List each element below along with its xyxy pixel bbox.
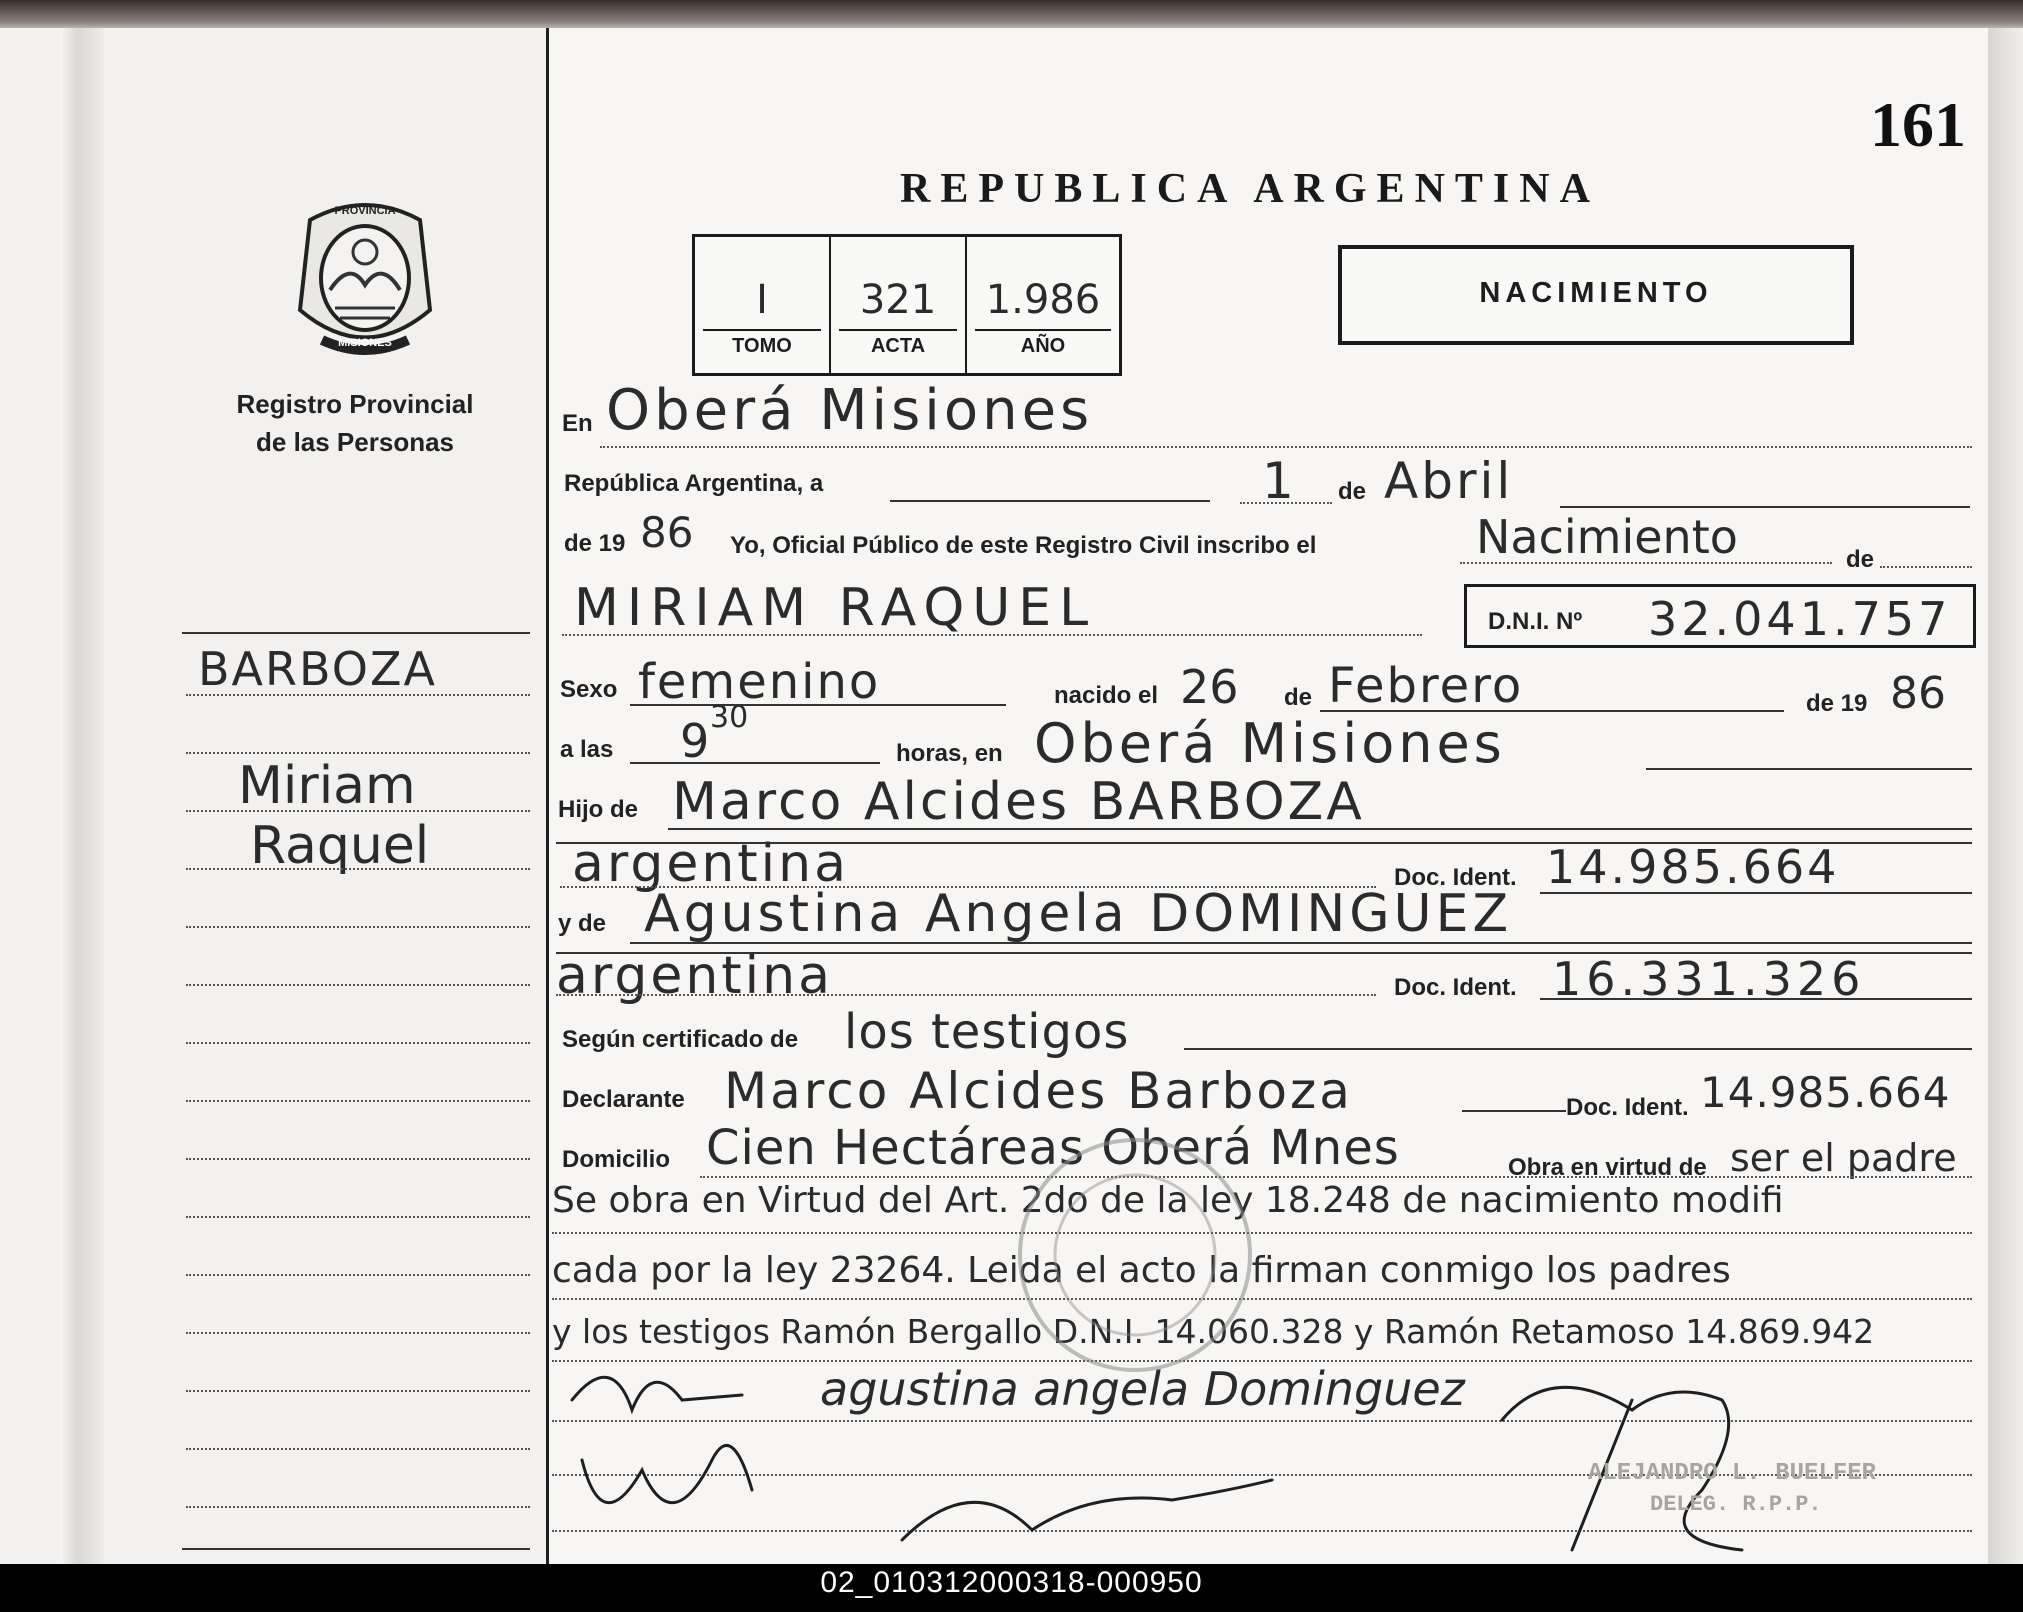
margin-line xyxy=(186,694,530,696)
acta-cell xyxy=(831,237,967,373)
yde-label: y de xyxy=(558,910,607,937)
form-line xyxy=(890,500,1210,502)
mother-doc-label: Doc. Ident. xyxy=(1394,974,1517,1001)
form-line xyxy=(552,1298,1972,1300)
anio-value: 1.986 xyxy=(985,277,1101,323)
form-line xyxy=(1462,1110,1566,1112)
document-title: REPUBLICA ARGENTINA xyxy=(900,166,1600,212)
margin-line xyxy=(186,868,530,870)
form-line xyxy=(1646,768,1972,770)
act-type-label: NACIMIENTO xyxy=(1479,277,1713,309)
nacido-label: nacido el xyxy=(1054,682,1159,709)
registry-statement: Yo, Oficial Público de este Registro Civil inscribo el xyxy=(730,532,1317,559)
place-of-record: Oberá Misiones xyxy=(606,378,1094,443)
margin-line xyxy=(186,1042,530,1044)
anio-cell xyxy=(967,237,1119,373)
birth-day: 26 xyxy=(1180,660,1239,714)
form-line xyxy=(1460,562,1832,564)
en-label: En xyxy=(562,410,593,437)
form-line xyxy=(600,446,1972,448)
birth-de-label: de xyxy=(1284,684,1313,711)
form-line xyxy=(1540,998,1972,1000)
hijo-label: Hijo de xyxy=(558,796,639,823)
de-label: de xyxy=(1338,478,1367,505)
margin-bottom-rule xyxy=(182,1548,530,1550)
margin-line xyxy=(186,1332,530,1334)
form-line xyxy=(562,634,1422,636)
page-edge xyxy=(1988,28,2023,1564)
birth-place: Oberá Misiones xyxy=(1034,712,1506,775)
act-type-box xyxy=(1338,245,1854,345)
record-box xyxy=(692,234,1122,376)
event-type: Nacimiento xyxy=(1476,510,1738,564)
page-number: 161 xyxy=(1870,89,1966,160)
birth-hour: 9 xyxy=(680,714,710,768)
officer-stamp-title: DELEG. R.P.P. xyxy=(1650,1492,1822,1517)
obra-label: Obra en virtud de xyxy=(1508,1154,1707,1181)
margin-line xyxy=(186,810,530,812)
declarante-label: Declarante xyxy=(562,1086,685,1113)
seal-bottom-text: MISIONES xyxy=(338,337,392,349)
dni-label: D.N.I. Nº xyxy=(1488,608,1583,635)
form-line xyxy=(1540,892,1972,894)
margin-surname: BARBOZA xyxy=(198,642,437,696)
certificate-source: los testigos xyxy=(844,1004,1130,1060)
republica-label: República Argentina, a xyxy=(564,470,824,497)
witness-1-signature xyxy=(582,1445,752,1502)
domicile: Cien Hectáreas Oberá Mnes xyxy=(706,1120,1400,1176)
record-month: Abril xyxy=(1384,452,1514,510)
margin-line xyxy=(186,1274,530,1276)
registry-line-2: de las Personas xyxy=(256,427,454,457)
record-year: 86 xyxy=(640,508,694,557)
notes-line-2: cada por la ley 23264. Leida el acto la firman conmigo los padres xyxy=(552,1250,1731,1291)
sex-value: femenino xyxy=(638,654,881,710)
provincial-seal-icon xyxy=(290,190,440,360)
page-divider xyxy=(546,28,549,1564)
child-full-name: MIRIAM RAQUEL xyxy=(574,578,1097,638)
form-line xyxy=(630,704,1006,706)
horas-label: horas, en xyxy=(896,740,1003,767)
declarant-doc: 14.985.664 xyxy=(1700,1068,1951,1117)
father-signature xyxy=(572,1377,742,1410)
form-line xyxy=(1240,502,1332,504)
registry-name xyxy=(220,385,490,461)
margin-line xyxy=(186,1216,530,1218)
notes-line-3: y los testigos Ramón Bergallo D.N.I. 14.060.328 y Ramón Retamoso 14.869.942 xyxy=(552,1312,1875,1351)
acta-value: 321 xyxy=(859,277,937,323)
form-line xyxy=(552,1232,1972,1234)
officer-stamp-name: ALEJANDRO L. BUELFER xyxy=(1588,1460,1877,1487)
form-line xyxy=(630,942,1972,944)
notes-line-1: Se obra en Virtud del Art. 2do de la ley 18.248 de nacimiento modifi xyxy=(552,1180,1784,1221)
margin-line xyxy=(186,984,530,986)
certificado-label: Según certificado de xyxy=(562,1026,799,1053)
page-gutter xyxy=(60,28,104,1564)
declarant-name: Marco Alcides Barboza xyxy=(724,1062,1353,1120)
father-nationality: argentina xyxy=(572,834,849,894)
birth-year-prefix: de 19 xyxy=(1806,690,1868,717)
form-line xyxy=(668,828,1972,830)
witness-2-signature xyxy=(902,1480,1272,1540)
margin-line xyxy=(186,1506,530,1508)
form-line xyxy=(700,1176,1972,1178)
tomo-label: TOMO xyxy=(732,335,792,357)
birth-year: 86 xyxy=(1890,668,1946,719)
form-line xyxy=(1560,506,1970,508)
mother-name: Agustina Angela DOMINGUEZ xyxy=(644,884,1513,944)
margin-given-name-2: Raquel xyxy=(250,816,430,876)
mother-doc: 16.331.326 xyxy=(1552,952,1866,1006)
registry-line-1: Registro Provincial xyxy=(236,389,474,419)
margin-line xyxy=(186,1448,530,1450)
birth-minutes: 30 xyxy=(710,700,749,735)
margin-line xyxy=(186,1100,530,1102)
dni-value: 32.041.757 xyxy=(1648,592,1952,646)
obra-value: ser el padre xyxy=(1730,1136,1957,1180)
image-code: 02_010312000318-000950 xyxy=(820,1566,1203,1599)
seal-top-text: PROVINCIA xyxy=(334,205,396,217)
margin-top-rule xyxy=(182,632,530,634)
tomo-cell xyxy=(695,237,831,373)
declarante-doc-label: Doc. Ident. xyxy=(1566,1094,1689,1121)
domicilio-label: Domicilio xyxy=(562,1146,671,1173)
signatures-area xyxy=(552,1340,1992,1565)
sexo-label: Sexo xyxy=(560,676,618,703)
tomo-value: I xyxy=(756,277,768,323)
father-doc: 14.985.664 xyxy=(1546,840,1840,894)
mother-nationality: argentina xyxy=(556,946,833,1006)
father-name: Marco Alcides BARBOZA xyxy=(672,772,1365,832)
acta-label: ACTA xyxy=(870,335,926,357)
form-line xyxy=(1184,1048,1972,1050)
record-day: 1 xyxy=(1262,452,1294,510)
form-line xyxy=(630,762,880,764)
margin-line xyxy=(186,752,530,754)
mother-signature: agustina angela Dominguez xyxy=(820,1362,1465,1416)
margin-line xyxy=(186,1158,530,1160)
alas-label: a las xyxy=(560,736,614,763)
form-line xyxy=(556,994,1376,996)
anio-label: AÑO xyxy=(1020,335,1066,357)
margin-given-name-1: Miriam xyxy=(238,756,416,816)
father-doc-label: Doc. Ident. xyxy=(1394,864,1517,891)
event-de-label: de xyxy=(1846,546,1875,573)
margin-line xyxy=(186,926,530,928)
year-prefix: de 19 xyxy=(564,530,626,557)
birth-month: Febrero xyxy=(1328,658,1524,714)
form-line xyxy=(1880,566,1972,568)
margin-line xyxy=(186,1390,530,1392)
